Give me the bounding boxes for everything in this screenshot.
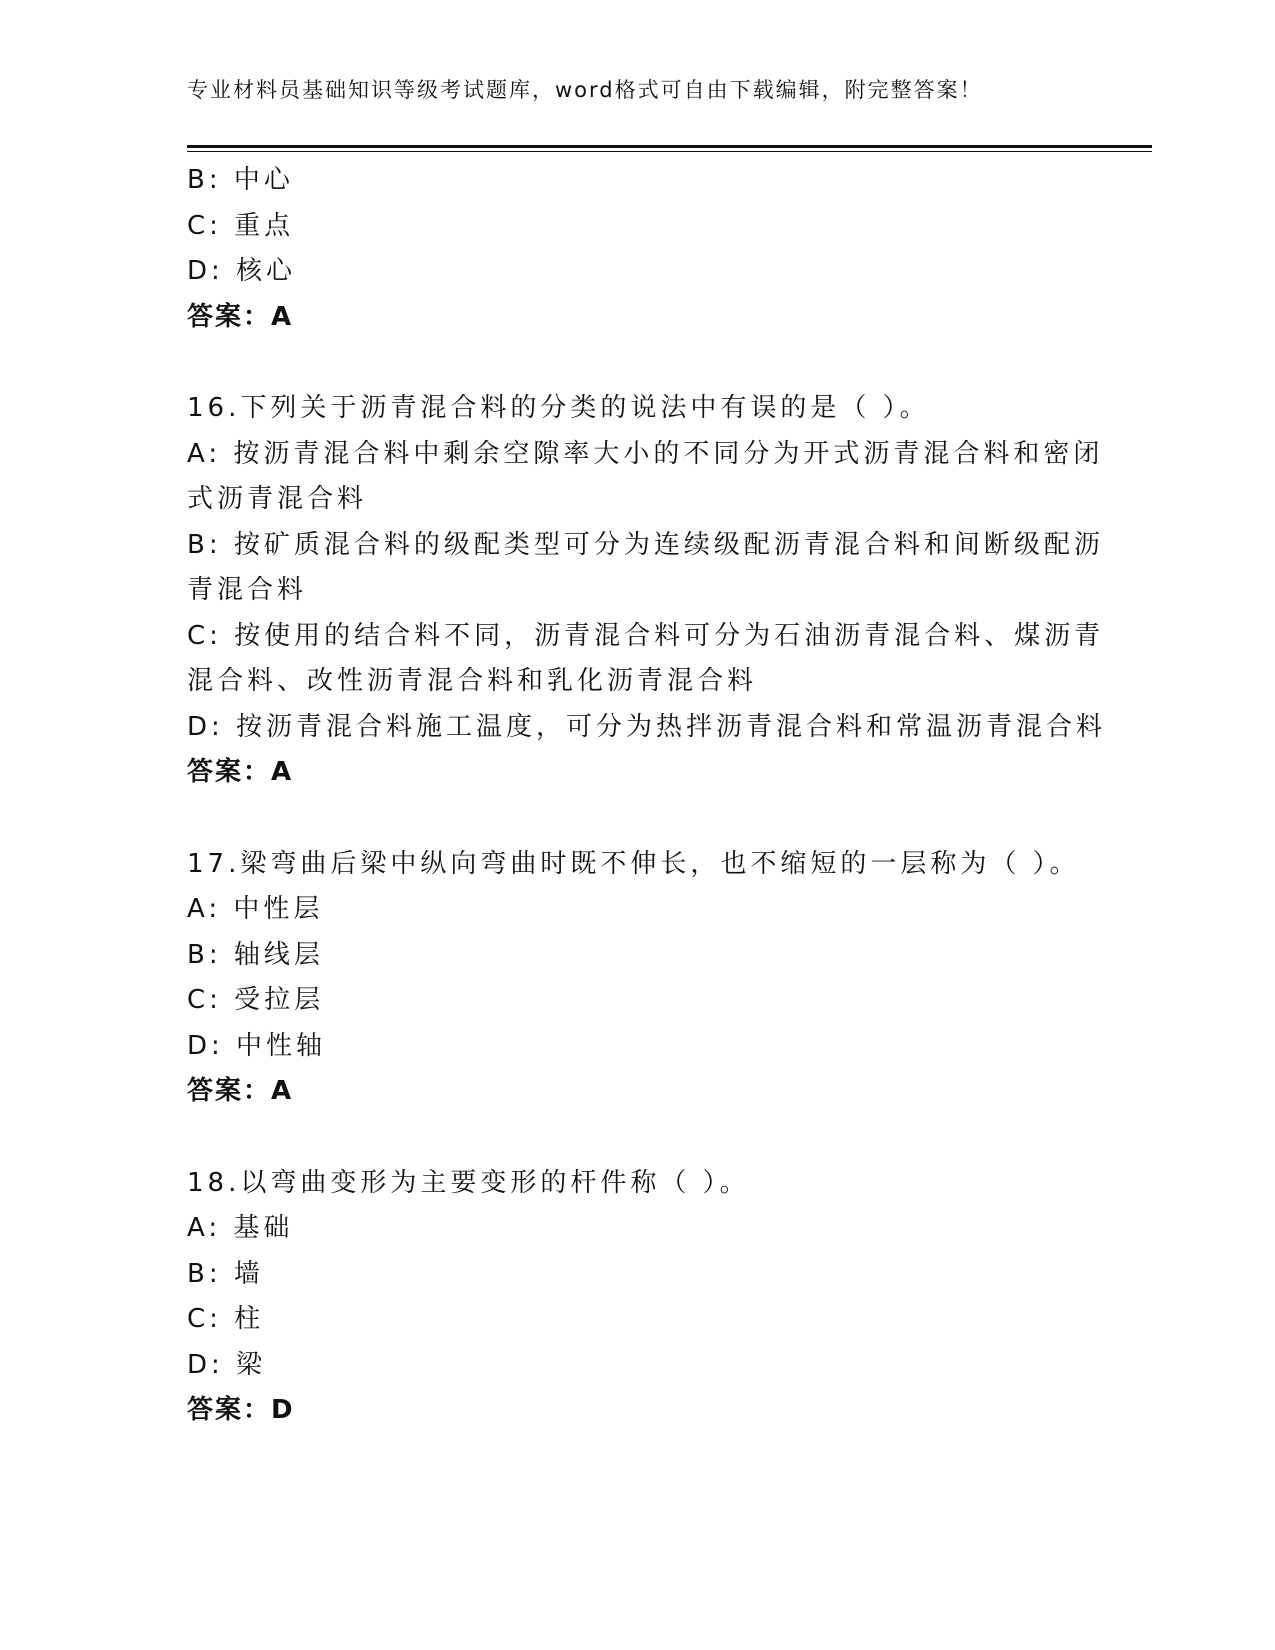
question-stem: 16.下列关于沥青混合料的分类的说法中有误的是（ ）。 [187,393,930,423]
question-stem: 18.以弯曲变形为主要变形的杆件称（ ）。 [187,1167,750,1198]
answer-line: 答案：A [187,301,294,332]
option-a: A: 按沥青混合料中剩余空隙率大小的不同分为开式沥青混合料和密闭 [187,438,1104,469]
question-block-15 [187,158,1087,340]
answer-line: 答案：A [187,757,294,787]
option-c-continued: 混合料、改性沥青混合料和乳化沥青混合料 [187,666,758,696]
option-d: D: 梁 [187,1349,267,1380]
option-d: D: 按沥青混合料施工温度，可分为热拌沥青混合料和常温沥青混合料 [187,711,1107,742]
question-block-17 [187,842,1087,1115]
question-block-18 [187,1161,1087,1434]
option-b: B: 轴线层 [187,939,324,970]
answer-line: 答案：D [187,1395,295,1425]
option-d: D: 中性轴 [187,1030,327,1061]
option-d: D: 核心 [187,256,297,286]
option-b: B: 墙 [187,1258,264,1289]
question-block-16 [187,386,1107,796]
option-a: A: 基础 [187,1213,294,1243]
spacer [187,340,1087,386]
question-list [187,158,1107,1434]
option-c: C: 受拉层 [187,985,325,1015]
option-a: A: 中性层 [187,894,324,924]
spacer [187,1115,1087,1161]
page-header: 专业材料员基础知识等级考试题库，word格式可自由下载编辑，附完整答案！ [187,78,983,102]
option-c: C: 重点 [187,210,295,241]
option-b: B: 按矿质混合料的级配类型可分为连续级配沥青混合料和间断级配沥 [187,529,1104,560]
header-divider-thin [187,151,1152,152]
option-b: B: 中心 [187,165,294,195]
option-c: C: 按使用的结合料不同，沥青混合料可分为石油沥青混合料、煤沥青 [187,620,1105,651]
option-c: C: 柱 [187,1304,265,1334]
question-stem: 17.梁弯曲后梁中纵向弯曲时既不伸长，也不缩短的一层称为（ ）。 [187,848,1080,879]
option-a-continued: 式沥青混合料 [187,484,368,514]
answer-line: 答案：A [187,1076,294,1106]
spacer [187,796,1087,842]
header-divider-thick [187,145,1152,148]
option-b-continued: 青混合料 [187,575,308,605]
